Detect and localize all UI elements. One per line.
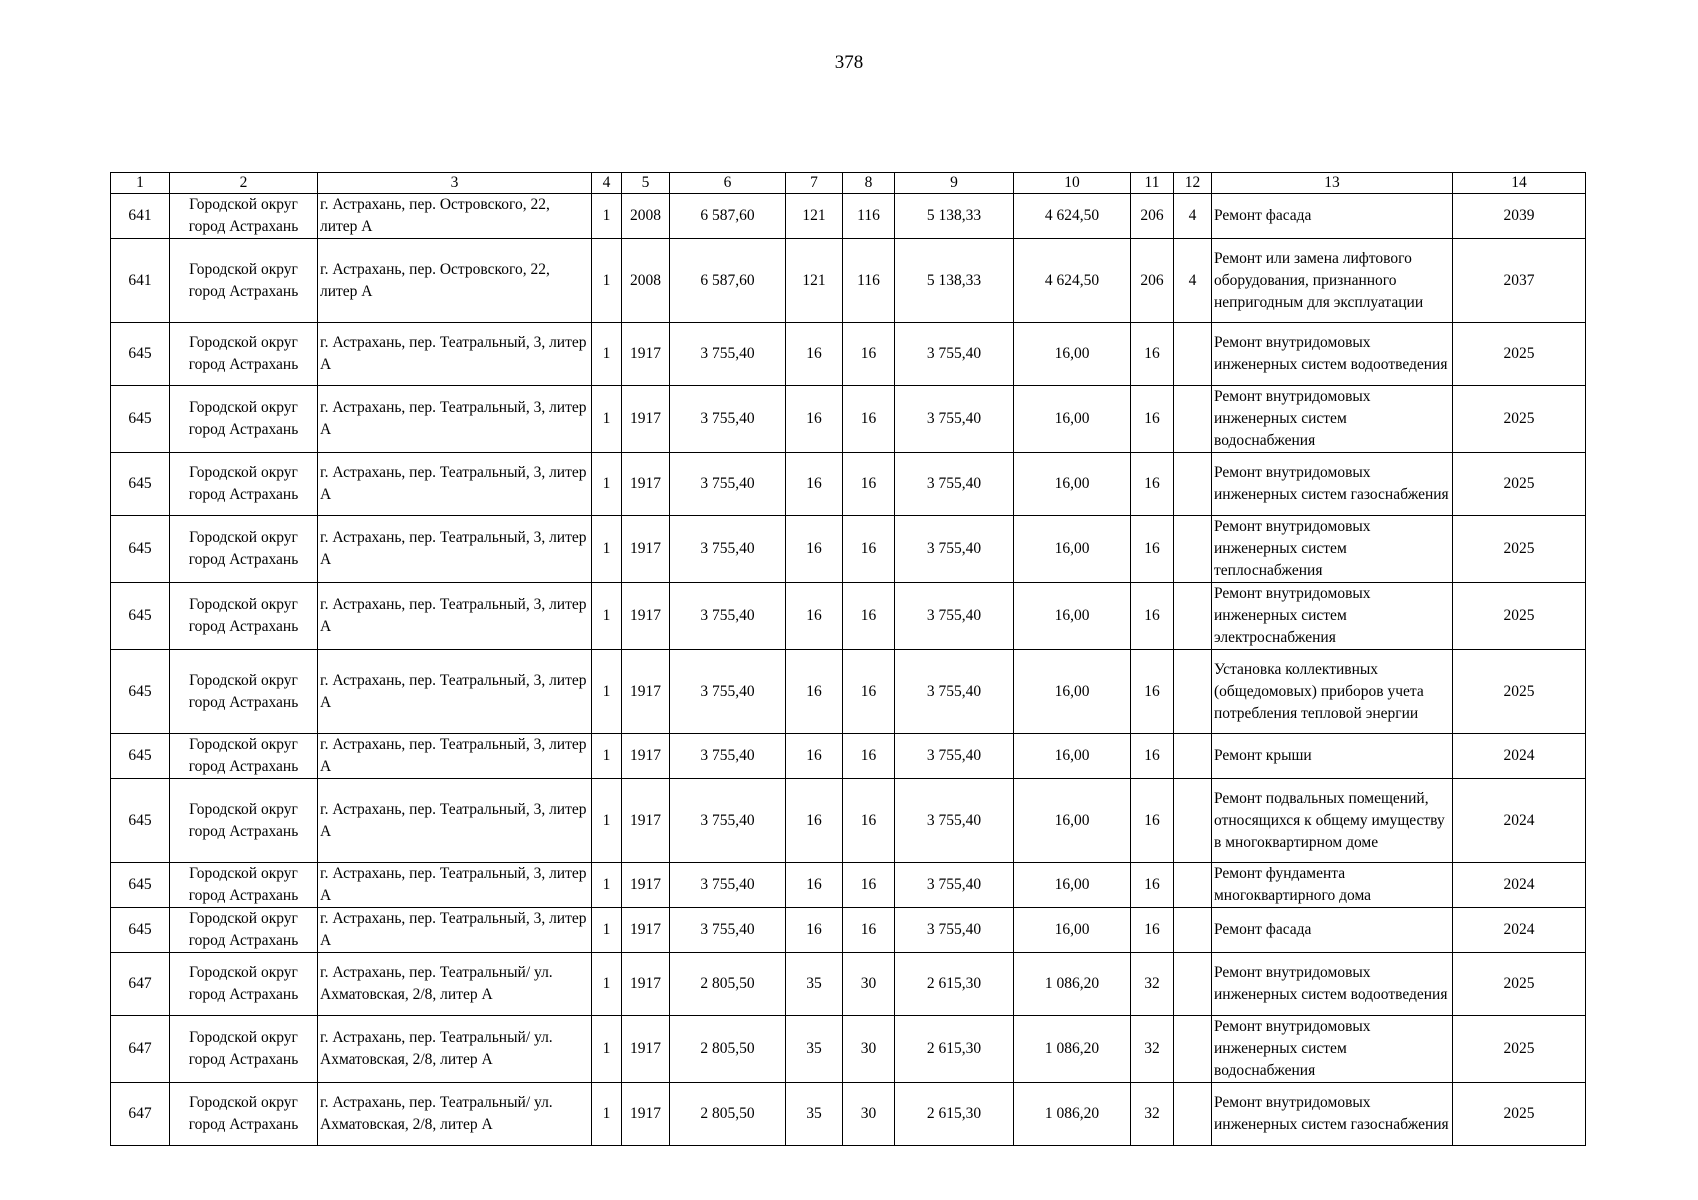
col11-cell: 32	[1131, 953, 1174, 1016]
year-cell: 1917	[622, 863, 670, 908]
private-area-cell: 16,00	[1014, 453, 1131, 516]
table-row	[111, 386, 1586, 453]
col4-cell: 1	[592, 953, 622, 1016]
total-area-cell: 3 755,40	[670, 908, 786, 953]
year-cell: 1917	[622, 453, 670, 516]
col4-cell: 1	[592, 194, 622, 239]
plan-year-cell: 2024	[1453, 779, 1586, 863]
living-area-cell: 2 615,30	[895, 953, 1014, 1016]
col7-cell: 121	[786, 239, 843, 323]
col12-cell	[1174, 323, 1212, 386]
col7-cell: 16	[786, 734, 843, 779]
col11-cell: 16	[1131, 453, 1174, 516]
municipality-cell: Городской округ город Астрахань	[170, 650, 318, 734]
address-cell: г. Астрахань, пер. Театральный, 3, литер А	[318, 386, 592, 453]
column-header: 7	[786, 173, 843, 194]
col11-cell: 16	[1131, 583, 1174, 650]
col12-cell	[1174, 908, 1212, 953]
municipality-cell: Городской округ город Астрахань	[170, 516, 318, 583]
address-cell: г. Астрахань, пер. Театральный/ ул. Ахматовская, 2/8, литер А	[318, 1083, 592, 1146]
col4-cell: 1	[592, 323, 622, 386]
total-area-cell: 3 755,40	[670, 516, 786, 583]
municipality-cell: Городской округ город Астрахань	[170, 453, 318, 516]
address-cell: г. Астрахань, пер. Театральный, 3, литер А	[318, 779, 592, 863]
column-header: 1	[111, 173, 170, 194]
table-row	[111, 1083, 1586, 1146]
col12-cell	[1174, 453, 1212, 516]
table-row	[111, 953, 1586, 1016]
total-area-cell: 6 587,60	[670, 239, 786, 323]
column-header: 3	[318, 173, 592, 194]
work-type-cell: Ремонт фасада	[1212, 194, 1453, 239]
living-area-cell: 2 615,30	[895, 1083, 1014, 1146]
private-area-cell: 16,00	[1014, 583, 1131, 650]
column-header: 11	[1131, 173, 1174, 194]
living-area-cell: 3 755,40	[895, 650, 1014, 734]
living-area-cell: 3 755,40	[895, 779, 1014, 863]
column-header: 8	[843, 173, 895, 194]
col11-cell: 32	[1131, 1083, 1174, 1146]
table-row	[111, 239, 1586, 323]
plan-year-cell: 2025	[1453, 1016, 1586, 1083]
col7-cell: 16	[786, 908, 843, 953]
plan-year-cell: 2025	[1453, 453, 1586, 516]
address-cell: г. Астрахань, пер. Театральный, 3, литер А	[318, 863, 592, 908]
col11-cell: 16	[1131, 908, 1174, 953]
address-cell: г. Астрахань, пер. Театральный/ ул. Ахматовская, 2/8, литер А	[318, 1016, 592, 1083]
living-area-cell: 3 755,40	[895, 323, 1014, 386]
table-row	[111, 583, 1586, 650]
col12-cell: 4	[1174, 194, 1212, 239]
table-row	[111, 1016, 1586, 1083]
private-area-cell: 16,00	[1014, 908, 1131, 953]
col7-cell: 16	[786, 779, 843, 863]
row-number-cell: 645	[111, 386, 170, 453]
col12-cell	[1174, 734, 1212, 779]
col4-cell: 1	[592, 239, 622, 323]
col7-cell: 16	[786, 583, 843, 650]
year-cell: 1917	[622, 516, 670, 583]
total-area-cell: 3 755,40	[670, 734, 786, 779]
municipality-cell: Городской округ город Астрахань	[170, 908, 318, 953]
table-row	[111, 323, 1586, 386]
table-row	[111, 734, 1586, 779]
col8-cell: 16	[843, 779, 895, 863]
municipality-cell: Городской округ город Астрахань	[170, 1016, 318, 1083]
column-header: 5	[622, 173, 670, 194]
col11-cell: 16	[1131, 779, 1174, 863]
column-header: 14	[1453, 173, 1586, 194]
row-number-cell: 641	[111, 194, 170, 239]
col7-cell: 16	[786, 453, 843, 516]
col11-cell: 16	[1131, 386, 1174, 453]
year-cell: 1917	[622, 650, 670, 734]
work-type-cell: Ремонт или замена лифтового оборудования, признанного непригодным для эксплуатации	[1212, 239, 1453, 323]
year-cell: 1917	[622, 583, 670, 650]
col4-cell: 1	[592, 863, 622, 908]
page-number: 378	[834, 52, 864, 73]
year-cell: 1917	[622, 953, 670, 1016]
living-area-cell: 5 138,33	[895, 239, 1014, 323]
column-header: 10	[1014, 173, 1131, 194]
col4-cell: 1	[592, 779, 622, 863]
col12-cell	[1174, 583, 1212, 650]
work-type-cell: Ремонт подвальных помещений, относящихся к общему имуществу в многоквартирном доме	[1212, 779, 1453, 863]
table-row	[111, 650, 1586, 734]
col12-cell	[1174, 386, 1212, 453]
living-area-cell: 3 755,40	[895, 516, 1014, 583]
row-number-cell: 645	[111, 516, 170, 583]
year-cell: 2008	[622, 194, 670, 239]
col12-cell	[1174, 779, 1212, 863]
private-area-cell: 16,00	[1014, 779, 1131, 863]
column-header: 13	[1212, 173, 1453, 194]
plan-year-cell: 2024	[1453, 908, 1586, 953]
col4-cell: 1	[592, 386, 622, 453]
col7-cell: 35	[786, 1083, 843, 1146]
col8-cell: 16	[843, 863, 895, 908]
col4-cell: 1	[592, 516, 622, 583]
col8-cell: 30	[843, 1083, 895, 1146]
table-row	[111, 908, 1586, 953]
col4-cell: 1	[592, 908, 622, 953]
address-cell: г. Астрахань, пер. Театральный, 3, литер А	[318, 908, 592, 953]
col8-cell: 16	[843, 386, 895, 453]
col7-cell: 16	[786, 650, 843, 734]
address-cell: г. Астрахань, пер. Театральный, 3, литер А	[318, 734, 592, 779]
address-cell: г. Астрахань, пер. Театральный, 3, литер А	[318, 323, 592, 386]
col8-cell: 116	[843, 239, 895, 323]
header-row	[111, 173, 1586, 194]
plan-year-cell: 2025	[1453, 386, 1586, 453]
col11-cell: 206	[1131, 239, 1174, 323]
row-number-cell: 645	[111, 453, 170, 516]
year-cell: 2008	[622, 239, 670, 323]
municipality-cell: Городской округ город Астрахань	[170, 734, 318, 779]
municipality-cell: Городской округ город Астрахань	[170, 194, 318, 239]
plan-year-cell: 2025	[1453, 953, 1586, 1016]
col12-cell	[1174, 1083, 1212, 1146]
work-type-cell: Ремонт фасада	[1212, 908, 1453, 953]
total-area-cell: 3 755,40	[670, 323, 786, 386]
table-body	[111, 194, 1586, 1146]
year-cell: 1917	[622, 1083, 670, 1146]
row-number-cell: 647	[111, 1016, 170, 1083]
col11-cell: 16	[1131, 734, 1174, 779]
table-row	[111, 779, 1586, 863]
col7-cell: 16	[786, 516, 843, 583]
total-area-cell: 6 587,60	[670, 194, 786, 239]
living-area-cell: 3 755,40	[895, 734, 1014, 779]
municipality-cell: Городской округ город Астрахань	[170, 323, 318, 386]
col12-cell	[1174, 1016, 1212, 1083]
column-header: 12	[1174, 173, 1212, 194]
total-area-cell: 3 755,40	[670, 863, 786, 908]
total-area-cell: 2 805,50	[670, 1083, 786, 1146]
work-type-cell: Ремонт внутридомовых инженерных систем водоснабжения	[1212, 1016, 1453, 1083]
living-area-cell: 3 755,40	[895, 908, 1014, 953]
registry-table	[110, 172, 1586, 1146]
col8-cell: 16	[843, 583, 895, 650]
private-area-cell: 16,00	[1014, 863, 1131, 908]
col4-cell: 1	[592, 1083, 622, 1146]
work-type-cell: Ремонт крыши	[1212, 734, 1453, 779]
year-cell: 1917	[622, 908, 670, 953]
col11-cell: 16	[1131, 516, 1174, 583]
work-type-cell: Ремонт внутридомовых инженерных систем водоотведения	[1212, 953, 1453, 1016]
plan-year-cell: 2024	[1453, 734, 1586, 779]
row-number-cell: 645	[111, 583, 170, 650]
work-type-cell: Ремонт внутридомовых инженерных систем электроснабжения	[1212, 583, 1453, 650]
col12-cell: 4	[1174, 239, 1212, 323]
table-row	[111, 453, 1586, 516]
year-cell: 1917	[622, 734, 670, 779]
row-number-cell: 645	[111, 734, 170, 779]
municipality-cell: Городской округ город Астрахань	[170, 583, 318, 650]
col7-cell: 16	[786, 386, 843, 453]
col4-cell: 1	[592, 453, 622, 516]
work-type-cell: Ремонт внутридомовых инженерных систем водоснабжения	[1212, 386, 1453, 453]
private-area-cell: 16,00	[1014, 323, 1131, 386]
plan-year-cell: 2025	[1453, 1083, 1586, 1146]
col7-cell: 121	[786, 194, 843, 239]
row-number-cell: 647	[111, 1083, 170, 1146]
living-area-cell: 3 755,40	[895, 453, 1014, 516]
year-cell: 1917	[622, 323, 670, 386]
plan-year-cell: 2025	[1453, 650, 1586, 734]
col4-cell: 1	[592, 1016, 622, 1083]
col4-cell: 1	[592, 734, 622, 779]
col7-cell: 16	[786, 863, 843, 908]
private-area-cell: 1 086,20	[1014, 953, 1131, 1016]
column-header: 4	[592, 173, 622, 194]
private-area-cell: 4 624,50	[1014, 239, 1131, 323]
col8-cell: 16	[843, 516, 895, 583]
living-area-cell: 5 138,33	[895, 194, 1014, 239]
total-area-cell: 2 805,50	[670, 953, 786, 1016]
work-type-cell: Ремонт внутридомовых инженерных систем газоснабжения	[1212, 453, 1453, 516]
row-number-cell: 647	[111, 953, 170, 1016]
row-number-cell: 645	[111, 323, 170, 386]
row-number-cell: 641	[111, 239, 170, 323]
col11-cell: 16	[1131, 323, 1174, 386]
col12-cell	[1174, 516, 1212, 583]
private-area-cell: 16,00	[1014, 516, 1131, 583]
col8-cell: 30	[843, 1016, 895, 1083]
living-area-cell: 3 755,40	[895, 386, 1014, 453]
work-type-cell: Ремонт фундамента многоквартирного дома	[1212, 863, 1453, 908]
total-area-cell: 3 755,40	[670, 453, 786, 516]
total-area-cell: 3 755,40	[670, 650, 786, 734]
address-cell: г. Астрахань, пер. Театральный, 3, литер А	[318, 453, 592, 516]
year-cell: 1917	[622, 779, 670, 863]
row-number-cell: 645	[111, 863, 170, 908]
col7-cell: 35	[786, 953, 843, 1016]
municipality-cell: Городской округ город Астрахань	[170, 953, 318, 1016]
plan-year-cell: 2025	[1453, 323, 1586, 386]
total-area-cell: 3 755,40	[670, 583, 786, 650]
municipality-cell: Городской округ город Астрахань	[170, 863, 318, 908]
private-area-cell: 1 086,20	[1014, 1083, 1131, 1146]
plan-year-cell: 2039	[1453, 194, 1586, 239]
address-cell: г. Астрахань, пер. Театральный, 3, литер А	[318, 583, 592, 650]
col8-cell: 16	[843, 734, 895, 779]
total-area-cell: 2 805,50	[670, 1016, 786, 1083]
row-number-cell: 645	[111, 650, 170, 734]
table-row	[111, 194, 1586, 239]
col12-cell	[1174, 650, 1212, 734]
col4-cell: 1	[592, 650, 622, 734]
address-cell: г. Астрахань, пер. Островского, 22, литер А	[318, 194, 592, 239]
address-cell: г. Астрахань, пер. Театральный, 3, литер А	[318, 650, 592, 734]
column-header: 2	[170, 173, 318, 194]
col8-cell: 116	[843, 194, 895, 239]
col7-cell: 16	[786, 323, 843, 386]
col11-cell: 16	[1131, 863, 1174, 908]
col8-cell: 16	[843, 453, 895, 516]
private-area-cell: 16,00	[1014, 734, 1131, 779]
address-cell: г. Астрахань, пер. Островского, 22, литер А	[318, 239, 592, 323]
year-cell: 1917	[622, 386, 670, 453]
municipality-cell: Городской округ город Астрахань	[170, 779, 318, 863]
col8-cell: 16	[843, 908, 895, 953]
private-area-cell: 16,00	[1014, 650, 1131, 734]
address-cell: г. Астрахань, пер. Театральный, 3, литер А	[318, 516, 592, 583]
column-header: 9	[895, 173, 1014, 194]
col7-cell: 35	[786, 1016, 843, 1083]
plan-year-cell: 2037	[1453, 239, 1586, 323]
year-cell: 1917	[622, 1016, 670, 1083]
private-area-cell: 4 624,50	[1014, 194, 1131, 239]
col11-cell: 16	[1131, 650, 1174, 734]
col12-cell	[1174, 953, 1212, 1016]
col12-cell	[1174, 863, 1212, 908]
private-area-cell: 16,00	[1014, 386, 1131, 453]
work-type-cell: Установка коллективных (общедомовых) приборов учета потребления тепловой энергии	[1212, 650, 1453, 734]
plan-year-cell: 2025	[1453, 583, 1586, 650]
col11-cell: 206	[1131, 194, 1174, 239]
col4-cell: 1	[592, 583, 622, 650]
living-area-cell: 3 755,40	[895, 583, 1014, 650]
work-type-cell: Ремонт внутридомовых инженерных систем водоотведения	[1212, 323, 1453, 386]
private-area-cell: 1 086,20	[1014, 1016, 1131, 1083]
table-row	[111, 516, 1586, 583]
row-number-cell: 645	[111, 779, 170, 863]
plan-year-cell: 2024	[1453, 863, 1586, 908]
municipality-cell: Городской округ город Астрахань	[170, 239, 318, 323]
work-type-cell: Ремонт внутридомовых инженерных систем газоснабжения	[1212, 1083, 1453, 1146]
col8-cell: 16	[843, 650, 895, 734]
work-type-cell: Ремонт внутридомовых инженерных систем теплоснабжения	[1212, 516, 1453, 583]
col8-cell: 30	[843, 953, 895, 1016]
col8-cell: 16	[843, 323, 895, 386]
total-area-cell: 3 755,40	[670, 779, 786, 863]
row-number-cell: 645	[111, 908, 170, 953]
table-row	[111, 863, 1586, 908]
municipality-cell: Городской округ город Астрахань	[170, 386, 318, 453]
living-area-cell: 2 615,30	[895, 1016, 1014, 1083]
municipality-cell: Городской округ город Астрахань	[170, 1083, 318, 1146]
total-area-cell: 3 755,40	[670, 386, 786, 453]
plan-year-cell: 2025	[1453, 516, 1586, 583]
col11-cell: 32	[1131, 1016, 1174, 1083]
living-area-cell: 3 755,40	[895, 863, 1014, 908]
column-header: 6	[670, 173, 786, 194]
address-cell: г. Астрахань, пер. Театральный/ ул. Ахматовская, 2/8, литер А	[318, 953, 592, 1016]
